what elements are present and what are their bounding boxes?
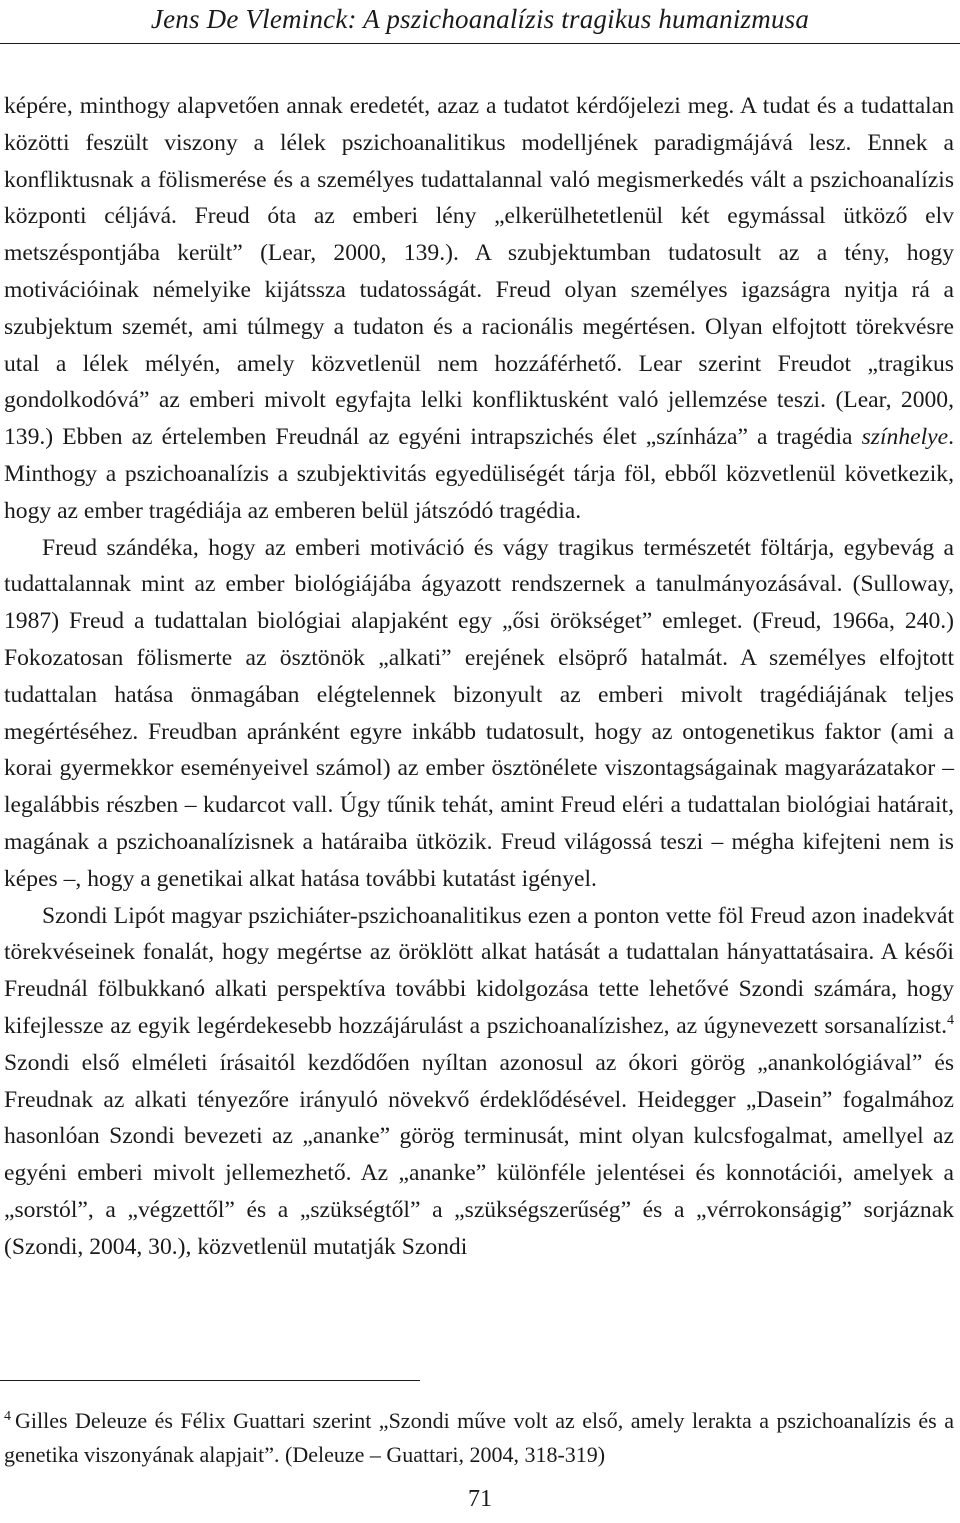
paragraph-3 <box>4 898 954 1266</box>
body-text <box>4 88 954 1266</box>
page-number: 71 <box>468 1486 492 1512</box>
paragraph-1-text-a: képére, minthogy alapvetően annak eredetét, azaz a tudatot kérdőjelezi meg. A tudat és a tudattalan közötti feszült viszony a lélek pszichoanalitikus modelljének paradigmájává lesz. Ennek a konfliktusnak a fölismerése és a személyes tudattalannal való megismerkedés vált a pszichoanalízis központi céljává. Freud óta az emberi lény „elkerülhetetlenül két egymással ütköző elv metszéspontjába került” (Lear, 2000, 139.). A szubjektumban tudatosult az a tény, hogy motivációinak némelyike kijátssza tudatosságát. Freud olyan személyes igazságra nyitja rá a szubjektum szemét, ami túlmegy a tudaton és a racionális megértésen. Olyan elfojtott törekvésre utal a lélek mélyén, amely közvetlenül nem hozzáférhető. Lear szerint Freudot „tragikus gondolkodóvá” az emberi mivolt egyfajta lelki konfliktusként való jellemzése teszi. (Lear, 2000, 139.) Ebben az értelemben Freudnál az egyéni intrapszichés élet „színháza” a tragédia <box>4 93 954 451</box>
paragraph-2: Freud szándéka, hogy az emberi motiváció és vágy tragikus természetét föltárja, egybevág a tudattalannak mint az ember biológiájába ágyazott rendszernek a tanulmányozásával. (Sulloway, 1987) Freud a tudattalan biológiai alapjaként egy „ősi örökséget” emleget. (Freud, 1966a, 240.) Fokozatosan fölismerte az ösztönök „alkati” erejének elsöprő hatalmát. A személyes elfojtott tudattalan hatása önmagában elégtelennek bizonyult az emberi mivolt tragédiájának teljes megértéséhez. Freudban apránként egyre inkább tudatosult, hogy az ontogenetikus faktor (ami a korai gyermekkor eseményeivel számol) az ember ösztönélete viszontagságainak magyarázatakor – legalábbis részben – kudarcot vall. Úgy tűnik tehát, amint Freud eléri a tudattalan biológiai határait, magának a pszichoanalízisnek a határaiba ütközik. Freud világossá teszi – mégha kifejteni nem is képes –, hogy a genetikai alkat hatása további kutatást igényel. <box>4 534 954 892</box>
footnote-number: 4 <box>4 1408 11 1424</box>
paragraph-3-text-a: Szondi Lipót magyar pszichiáter-pszichoanalitikus ezen a ponton vette föl Freud azon inadekvát törekvéseinek fonalát, hogy megértse az öröklött alkat hatását a tudattalan hányattatásaira. A késői Freudnál fölbukkanó alkati perspektíva további kidolgozása tette lehetővé Szondi számára, hogy kifejlessze az egyik legérdekesebb hozzájárulást a pszichoanalízishez, az úgynevezett sorsanalízist. <box>4 902 954 1039</box>
paragraph-1-text-b: . Minthogy a pszichoanalízis a szubjektivitás egyedüliségét tárja föl, ebből közvetlenül következik, hogy az ember tragédiája az emberen belül játszódó tragédia. <box>4 424 954 524</box>
emphasis-word: színhelye <box>861 424 949 451</box>
paragraph-1 <box>4 88 954 530</box>
footnote <box>4 1404 954 1472</box>
footnote-text: Gilles Deleuze és Félix Guattari szerint „Szondi műve volt az első, amely lerakta a pszichoanalízis és a genetika viszonyának alapjait”. (Deleuze – Guattari, 2004, 318-319) <box>4 1408 954 1467</box>
running-header-title: Jens De Vleminck: A pszichoanalízis tragikus humanizmusa <box>150 4 810 34</box>
header-divider <box>0 43 960 44</box>
footnote-divider <box>0 1380 420 1381</box>
footnote-reference[interactable]: 4 <box>947 1013 954 1029</box>
footnote-entry <box>4 1404 954 1472</box>
running-header <box>0 0 960 44</box>
paragraph-3-text-b: Szondi első elméleti írásaitól kezdődően nyíltan azonosul az ókori görög „anankológiával” és Freudnak az alkati tényezőre irányuló növekvő érdeklődésével. Heidegger „Dasein” fogalmához hasonlóan Szondi bevezeti az „ananke” görög terminusát, mint olyan kulcsfogalmat, amellyel az egyéni emberi mivolt jellemezhető. Az „ananke” különféle jelentései és konnotációi, amelyek a „sorstól”, a „végzettől” és a „szükségtől” a „szükségszerűség” és a „vérrokonságig” sorjáznak (Szondi, 2004, 30.), közvetlenül mutatják Szondi <box>4 1049 954 1260</box>
